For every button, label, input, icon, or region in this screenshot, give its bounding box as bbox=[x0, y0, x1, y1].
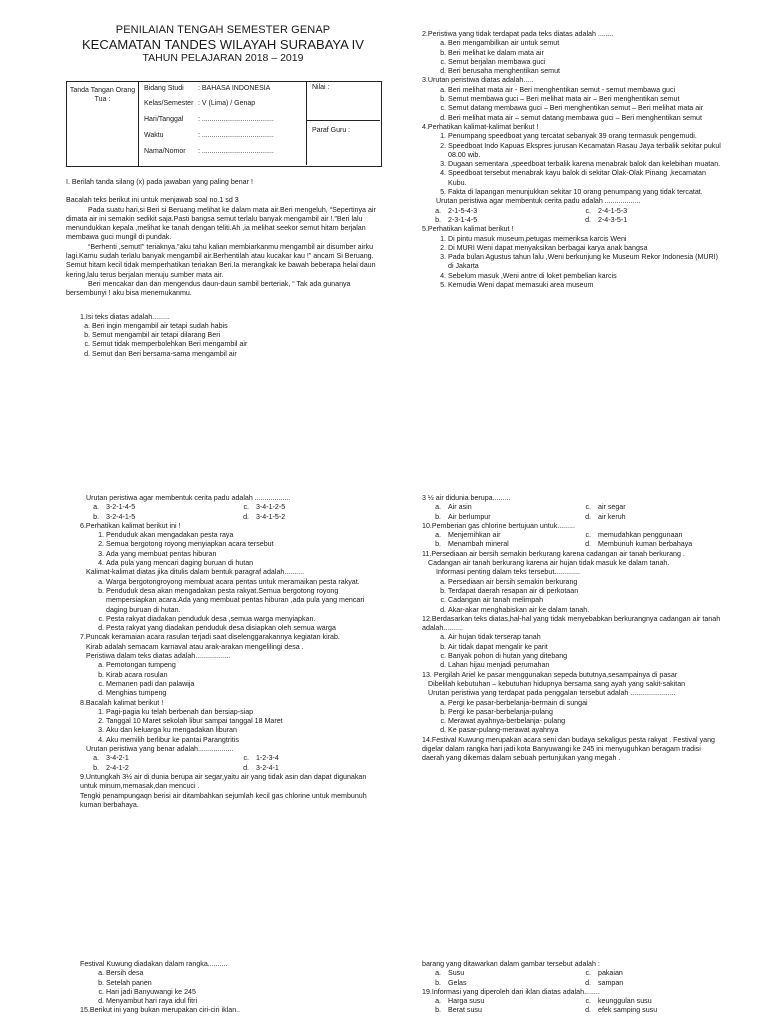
question-18-options bbox=[422, 969, 722, 978]
option[interactable]: d. sampan bbox=[585, 978, 624, 987]
option[interactable]: c. 2-4-1-5-3 bbox=[585, 206, 628, 215]
question-12-options bbox=[422, 633, 722, 670]
field-date[interactable]: Hari/Tanggal : ..................................... bbox=[144, 116, 274, 123]
question-3-options bbox=[422, 86, 722, 123]
exam-year: TAHUN PELAJARAN 2018 – 2019 bbox=[142, 52, 304, 64]
question-10: 10.Pemberian gas chlorine bertujuan untuk......... bbox=[422, 521, 576, 530]
field-subject: Bidang Studi : BAHASA INDONESIA bbox=[144, 85, 271, 92]
option[interactable]: c. Pesta rakyat diadakan penduduk desa ,semua warga menyiapkan. bbox=[106, 615, 380, 624]
left-column-2 bbox=[80, 494, 380, 810]
question-10-options bbox=[422, 531, 722, 540]
question-11: 11.Persediaan air bersih semakin berkurang karena cadangan air tanah berkurang . bbox=[422, 549, 685, 558]
question-7: 7.Puncak keramaian acara rasulan terjadi saat diselenggarakannya kegiatan kirab. bbox=[80, 633, 340, 642]
sentence: 3. Pada bulan Agustus tahun lalu ,Weni berkunjung ke Museum Rekor Indonesia (MURI) di Jakarta bbox=[448, 253, 722, 272]
instruction: I. Berilah tanda silang (x) pada jawaban yang paling benar ! bbox=[66, 178, 253, 186]
passage-paragraph: Pada suatu hari,si Beri si Beruang melihat ke dalam mata air.Beri mengeluh, “Sepertinya air dimata air ini semakin sedikit saja.Pasti bangsa semut terlalu banyak mengambil air !.”Beri lalu menundukkan kepala ,melihat ke tanah dengan teliti.Ah ,ia melihat seekor semut hitam berjalan membawa guci mungil di pundak. bbox=[66, 205, 376, 242]
question-6-sentences bbox=[80, 531, 380, 568]
question-3: 3.Urutan peristiwa diatas adalah..... bbox=[422, 76, 534, 85]
question-1: 1.Isi teks diatas adalah......... bbox=[80, 312, 170, 321]
option[interactable]: b. 2-3-1-4-5 bbox=[435, 215, 478, 224]
option[interactable]: a. Beri mengambilkan air untuk semut bbox=[448, 39, 722, 48]
sentence: 4. Sebelum masuk ,Weni antre di loket pembelian karcis bbox=[448, 272, 722, 281]
question-2-options bbox=[422, 39, 722, 76]
question-18-stem: barang yang ditawarkan dalam gambar tersebut adalah : bbox=[422, 960, 600, 968]
teacher-initial-cell: Paraf Guru : bbox=[306, 121, 380, 165]
parent-signature-cell: Tanda Tangan Orang Tua : bbox=[67, 82, 139, 166]
option[interactable]: d. Menghias tumpeng bbox=[106, 689, 380, 698]
question-4-options bbox=[422, 207, 722, 216]
option[interactable]: b. Kirab acara rosulan bbox=[106, 671, 380, 680]
sentence: 4. Speedboat tersebut menabrak kayu balok di sekitar Olak-Olak Pinang ,kecamatan Kubu. bbox=[448, 169, 722, 188]
field-time[interactable]: Waktu : ..................................... bbox=[144, 132, 274, 139]
option[interactable]: a. Susu bbox=[435, 969, 465, 978]
option[interactable]: b. Beri melihat ke dalam mata air bbox=[448, 49, 722, 58]
option[interactable]: d. Semut dan Beri bersama-sama mengambil air bbox=[92, 350, 380, 359]
option[interactable]: a. 3-4-2-1 bbox=[93, 754, 129, 763]
option[interactable]: a. Menjernihkan air bbox=[435, 531, 501, 540]
option[interactable]: b. Terdapat daerah resapan air di perkotaan bbox=[448, 587, 722, 596]
question-13-stem: Urutan peristiwa yang terdapat pada penggalan tersebut adalah ....................... bbox=[428, 689, 676, 698]
sentence: 2. Tanggal 10 Maret sekolah libur sampai tanggal 18 Maret bbox=[106, 717, 380, 726]
question-7-text: Kirab adalah semacam karnaval atau arak-arakan mengelilingi desa . bbox=[86, 642, 304, 651]
option[interactable]: d. Pesta rakyat yang diadakan penduduk desa disiapkan oleh semua warga bbox=[106, 624, 380, 633]
question-15: 15.Berikut ini yang bukan merupakan ciri-ciri iklan.. bbox=[80, 1006, 241, 1015]
question-9-options bbox=[422, 503, 722, 512]
option[interactable]: d. 3-2-4-1 bbox=[243, 763, 279, 772]
field-name[interactable]: Nama/Nomor : ..................................... bbox=[144, 148, 274, 155]
question-5: 5.Perhatikan kalimat berikut ! bbox=[422, 225, 514, 234]
exam-region: KECAMATAN TANDES WILAYAH SURABAYA IV bbox=[82, 37, 364, 52]
sentence: 3. Aku dan keluarga ku mengadakan liburan bbox=[106, 726, 380, 735]
question-5-options bbox=[80, 503, 380, 512]
option[interactable]: a. Harga susu bbox=[435, 997, 485, 1006]
question-6-stem: Kalimat-kalimat diatas jika ditulis dalam bentuk paragraf adalah.......... bbox=[86, 568, 305, 577]
option[interactable]: b. Penduduk desa akan mengadakan pesta rakyat.Semua bergotong royong mempersiapkan acara.Ada yang membuat pentas hiburan ,ada pula yang mencari daging buruan di hutan. bbox=[106, 587, 380, 615]
option[interactable]: c. keunggulan susu bbox=[585, 997, 652, 1006]
sentence: 2. Semua bergotong royong menyiapkan acara tersebut bbox=[106, 540, 380, 549]
question-8-stem: Urutan peristiwa yang benar adalah.................. bbox=[86, 745, 234, 754]
question-14: 14.Festival Kuwung merupakan acara seni dan budaya sekaligus pesta rakyat . Festival yang digelar dalam rangka hari jadi kota Banyuwangi ke 245 ini menyuguhkan beragam tradisi daerah yang dikemas dalam sebuah pertunjukan yang megah . bbox=[422, 735, 715, 763]
sentence: 4. Ada pula yang mencari daging buruan di hutan bbox=[106, 559, 380, 568]
question-14-options bbox=[80, 969, 380, 1006]
question-8-sentences bbox=[80, 708, 380, 745]
passage-paragraph: “Berhenti ,semut!” teriaknya.”aku tahu kalian membiarkanmu mengambil air disumber airku lagi.Kamu sudah terlalu banyak mengambil air.Berhentilah atau kucakar kau !” ancam Si Beruang. bbox=[66, 242, 374, 261]
option[interactable]: a. 2-1-5-4-3 bbox=[435, 206, 478, 215]
option[interactable]: c. 1-2-3-4 bbox=[243, 754, 279, 763]
option[interactable]: a. Warga bergotongroyong membuat acara pentas untuk meramaikan pesta rakyat. bbox=[106, 578, 380, 587]
question-4-stem: Urutan peristiwa agar membentuk cerita padu adalah .................. bbox=[436, 197, 641, 206]
question-4-sentences bbox=[422, 132, 722, 197]
right-column-2 bbox=[422, 494, 722, 764]
option[interactable]: a. Bersih desa bbox=[106, 969, 380, 978]
question-6: 6.Perhatikan kalimat berikut ini ! bbox=[80, 521, 181, 530]
option[interactable]: b. Setelah panen bbox=[106, 979, 380, 988]
sentence: 4. Aku memilih berlibur ke pantai Parangtritis bbox=[106, 736, 380, 745]
option[interactable]: b. Air berlumpur bbox=[435, 512, 491, 521]
option[interactable]: b. 3-2-4-1-5 bbox=[93, 512, 136, 521]
option[interactable]: c. pakaian bbox=[585, 969, 623, 978]
sentence: 3. Ada yang membuat pentas hiburan bbox=[106, 550, 380, 559]
field-class: Kelas/Semester : V (Lima) / Genap bbox=[144, 100, 256, 107]
option[interactable]: c. Semut tidak memperbolehkan Beri mengambil air bbox=[92, 340, 380, 349]
option[interactable]: d. efek samping susu bbox=[585, 1006, 658, 1015]
option[interactable]: a. Air hujan tidak terserap tanah bbox=[448, 633, 722, 642]
question-11-options bbox=[422, 578, 722, 615]
option[interactable]: b. 2-4-1-2 bbox=[93, 763, 129, 772]
option[interactable]: a. Beri melihat mata air - Beri menghentikan semut - semut membawa guci bbox=[448, 86, 722, 95]
option[interactable]: b. Air tidak dapat mengalir ke parit bbox=[448, 643, 722, 652]
right-column-1 bbox=[422, 30, 722, 290]
option[interactable]: d. Lahan hijau menjadi perumahan bbox=[448, 661, 722, 670]
option[interactable]: d. Membunuh kuman berbahaya bbox=[585, 540, 693, 549]
sentence: 1. Penduduk akan mengadakan pesta raya bbox=[106, 531, 380, 540]
question-10-options bbox=[422, 540, 722, 549]
option[interactable]: d. Ke pasar-pulang-merawat ayahnya bbox=[448, 726, 722, 735]
question-5-sentences bbox=[422, 235, 722, 291]
question-7-stem: Peristiwa dalam teks diatas adalah.................. bbox=[86, 652, 231, 661]
option[interactable]: b. Berat susu bbox=[435, 1006, 482, 1015]
question-18-options bbox=[422, 979, 722, 988]
question-4: 4.Perhatikan kalimat-kalimat berikut ! bbox=[422, 122, 539, 131]
option[interactable]: a. Air asin bbox=[435, 503, 472, 512]
option[interactable]: a. 3-2-1-4-5 bbox=[93, 503, 136, 512]
question-1-options bbox=[66, 322, 380, 359]
option[interactable]: b. Pergi ke pasar-berbelanja-pulang bbox=[448, 708, 722, 717]
option[interactable]: a. Pergi ke pasar-berbelanja-bermain di sungai bbox=[448, 699, 722, 708]
question-7-options bbox=[80, 661, 380, 698]
exam-header bbox=[66, 24, 380, 65]
sentence: 1. Di pintu masuk museum,petugas memeriksa karcis Weni bbox=[448, 235, 722, 244]
option[interactable]: a. Persediaan air bersih semakin berkurang bbox=[448, 578, 722, 587]
question-8: 8.Bacalah kalimat berikut ! bbox=[80, 698, 164, 707]
question-19: 19.Informasi yang diperoleh dari iklan diatas adalah........ bbox=[422, 987, 600, 996]
exam-title: PENILAIAN TENGAH SEMESTER GENAP bbox=[115, 24, 331, 36]
question-13: 13. Pergilah Ariel ke pasar menggunakan sepeda bututnya,sesampainya di pasar bbox=[422, 670, 678, 679]
option[interactable]: a. Pemotongan tumpeng bbox=[106, 661, 380, 670]
sentence: 5. Kemudia Weni dapat memasuki area museum bbox=[448, 281, 722, 290]
sentence: 5. Fakta di lapangan menunjukkan sekitar 10 orang penumpang yang tidak tercatat. bbox=[448, 188, 722, 197]
option[interactable]: c. Merawat ayahnya-berbelanja- pulang bbox=[448, 717, 722, 726]
sentence: 2. Speedboat Indo Kapuas Ekspres jurusan Kecamatan Rasau Jaya terbalik sekitar pukul 08.00 wib. bbox=[448, 142, 722, 161]
option[interactable]: c. Semut datang membawa guci – Beri menghentikan semut – Beri melihat mata air bbox=[448, 104, 722, 113]
option[interactable]: c. Hari jadi Banyuwangi ke 245 bbox=[106, 988, 380, 997]
option[interactable]: c. Memanen padi dan palawija bbox=[106, 680, 380, 689]
question-9: 9.Untungkah 3½ air di dunia berupa air segar,yaitu air yang tidak asin dan dapat digunakan untuk minum,memasak,dan mencuci . bbox=[80, 772, 367, 791]
score-cell: Nilai : bbox=[306, 81, 380, 121]
left-column-3 bbox=[80, 960, 380, 1016]
question-14-stem: Festival Kuwung diadakan dalam rangka.......... bbox=[80, 960, 228, 968]
sentence: 1. Penumpang speedboat yang tercatat sebanyak 39 orang termasuk pengemudi. bbox=[448, 132, 722, 141]
right-column-3 bbox=[422, 960, 722, 1016]
question-9-text: Tengki penampungaqn berisi air ditambahkan sejumlah kecil gas chlorine untuk membunuh kuman berbahaya. bbox=[80, 791, 367, 809]
option[interactable]: b. Semut mengambil air tetapi dilarang Beri bbox=[92, 331, 380, 340]
option[interactable]: c. Semut berjalan membawa guci bbox=[448, 58, 722, 67]
question-8-options bbox=[80, 754, 380, 763]
question-8-options bbox=[80, 764, 380, 773]
option[interactable]: d. Beri berusaha menghentikan semut bbox=[448, 67, 722, 76]
question-5-stem: Urutan peristiwa agar membentuk cerita padu adalah .................. bbox=[86, 494, 291, 502]
sentence: 2. Di MURI Weni dapat menyaksikan berbagai karya anak bangsa bbox=[448, 244, 722, 253]
question-5-options bbox=[80, 513, 380, 522]
question-9-stem: 3 ½ air didunia berupa......... bbox=[422, 494, 511, 502]
sentence: 1. Pagi-pagia ku telah berbenah dan bersiap-siap bbox=[106, 708, 380, 717]
option[interactable]: d. Akar-akar menghabiskan air ke dalam tanah. bbox=[448, 606, 722, 615]
question-13-options bbox=[422, 699, 722, 736]
question-12: 12.Berdasarkan teks diatas,hal-hal yang tidak menyebabkan berkurangnya cadangan air tanah adalah.......... bbox=[422, 614, 721, 633]
option[interactable]: d. air keruh bbox=[585, 512, 626, 521]
option[interactable]: d. 2-4-3-5-1 bbox=[585, 215, 628, 224]
option[interactable]: c. Banyak pohon di hutan yang ditebang bbox=[448, 652, 722, 661]
passage-paragraph: Semut hitam kecil tidak memperhatikan teriakan Beri.Ia merangkak ke bawah beberapa helai daun kering,lalu terus berjalan menuju sumber mata air. bbox=[66, 261, 376, 279]
question-4-options bbox=[422, 216, 722, 225]
option[interactable]: d. 3-4-1-5-2 bbox=[243, 512, 286, 521]
sentence: 3. Dugaan sementara ,speedboat terbalik karena menabrak balok dan kelebihan muatan. bbox=[448, 160, 722, 169]
question-19-options bbox=[422, 997, 722, 1006]
option[interactable]: c. Cadangan air tanah melimpah bbox=[448, 596, 722, 605]
reading-section bbox=[66, 178, 380, 359]
option[interactable]: b. Gelas bbox=[435, 978, 467, 987]
question-19-options bbox=[422, 1006, 722, 1015]
question-11-stem: Informasi penting dalam teks tersebut............. bbox=[436, 568, 580, 577]
option[interactable]: c. memudahkan penggunaan bbox=[585, 531, 683, 540]
option[interactable]: b. Semut membawa guci – Beri melihat mata air – Beri menghentikan semut bbox=[448, 95, 722, 104]
question-9-options bbox=[422, 513, 722, 522]
option[interactable]: a. Beri ingin mengambil air tetapi sudah habis bbox=[92, 322, 380, 331]
option[interactable]: d. Beri melihat mata air – semut datang membawa guci – Beri menghentikan semut bbox=[448, 114, 722, 123]
question-6-options bbox=[80, 578, 380, 634]
option[interactable]: d. Menyambut hari raya idul fitri bbox=[106, 997, 380, 1006]
passage-intro: Bacalah teks berikut ini untuk menjawab soal no.1 sd 3 bbox=[66, 196, 239, 205]
question-13-text: Dibelilah kebutuhan – kebutuhan hidupnya bersama sang ayah yang sakit-sakitan bbox=[428, 679, 686, 688]
option[interactable]: b. Menambah mineral bbox=[435, 540, 509, 549]
option[interactable]: c. 3-4-1-2-5 bbox=[243, 503, 286, 512]
passage-paragraph: Beri mencakar dan dan mengendus daun-daun sambil berteriak, “ Tak ada gunanya bersembunyi ! aku bisa menemukanmu. bbox=[66, 279, 351, 298]
option[interactable]: c. air segar bbox=[585, 503, 626, 512]
question-11-text: Cadangan air tanah berkurang karena air hujan tidak masuk ke dalam tanah. bbox=[428, 559, 670, 568]
question-2: 2.Peristiwa yang tidak terdapat pada teks diatas adalah ........ bbox=[422, 30, 614, 38]
